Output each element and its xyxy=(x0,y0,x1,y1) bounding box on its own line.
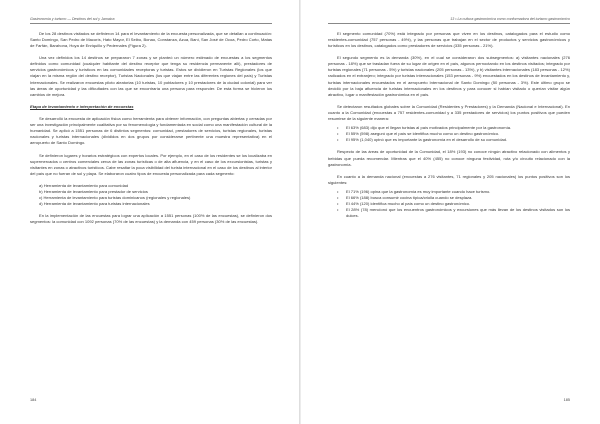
left-page-body xyxy=(30,31,272,226)
right-running-header: 13 • La cultura gastronómica como conformadora del turismo gastronómico xyxy=(450,17,570,21)
right-page-number: 185 xyxy=(563,398,570,402)
survey-tools-list xyxy=(30,183,272,207)
left-paragraph-5: En la implementación de las encuestas para lograr una aplicación a 1551 personas (100% de las encuestas), se definieron dos segmentos: la comunidad con 1092 personas (70% de las encuestas) y la demanda con 459 personas (30% de las encuestas). xyxy=(30,213,272,225)
right-header-rule xyxy=(328,23,570,24)
list-item: • El 63% (683) dijo que el llegan turistas al país motivados principalmente por la gastronomía. xyxy=(337,125,570,131)
list-item: • El 28% (78) mencionó que los encuentros gastronómicos y excursiones que más llevan de los destinos visitados son los dulces. xyxy=(337,207,570,219)
right-paragraph-4: Respecto de las áreas de oportunidad de la Comunidad, el 18% (193) no conoce ningún atractivo relacionado con alimentos y bebidas que pueda recomendar. Mientras que el 40% (455) no conoce ninguna festividad, ruta y/o circuito relacionado con la gastronomía. xyxy=(328,149,570,167)
right-page xyxy=(300,0,600,424)
right-paragraph-2: El segundo segmento es la demanda (30%), en el cual se consideraron dos subsegmentos: a) visitantes nacionales (276 personas - 18%) que se trasladan fuera de su lugar de origen en el país, algunos pernoctando en los destinos visitados; integrado por turistas regionales (71 personas - 5%) y turistas nacionales (205 personas - 13%), y b) visitantes internacionales (183 personas - 12%) radicados en el extranjero; integrado por turistas internacionales (153 personas - 9%) encuestados en los destinos de levantamiento y, turistas internacionales encuestados en el aeropuerto Internacional de Santo Domingo (50 personas - 3%). Este último grupo se decidió por la baja afluencia de turistas internacionales en los destinos y para conocer si habían visitado o querían visitar algún atractivo, lugar o manifestación gastronómica en el país. xyxy=(328,55,570,97)
right-page-body xyxy=(328,31,570,219)
left-running-header: Gastronomía y turismo — Destinos del sol y Jamaica xyxy=(30,17,115,21)
left-paragraph-4: Se definieron lugares y horarios estratégicos con expertos locales. Por ejemplo, en el caso de los residentes se los localizaba en supermercados o centros comerciales cerca de las zonas turísticas o de alta afluencia, y en el caso de los excursionistas, turistas y visitantes en zonas o atractivos turísticos. Cabe resaltar la poca visibilidad del turista internacional en el caso de los destinos al interior del país que no fueran de sol y playa. Se elaboraron cuatro tipos de encuesta personalizada para cada segmento: xyxy=(30,152,272,176)
right-paragraph-3: Se detectaron resultados globales sobre la Comunidad (Residentes y Prestadores) y la Demanda (Nacional e Internacional). En cuanto a la Comunidad (encuestas a 757 residentes-comunidad y a 335 prestadores de servicios) los puntos positivos que pueden resumirse de la siguiente manera: xyxy=(328,103,570,121)
right-paragraph-5: En cuanto a la demanda nacional (encuestas a 276 visitantes, 71 regionales y 205 nacionales) los puntos positivos son los siguientes: xyxy=(328,173,570,185)
list-item: • El 66% (188) busca consumir cocina típica/criolla cuando se desplaza. xyxy=(337,195,570,201)
left-header-rule xyxy=(30,23,272,24)
list-item: b) Herramienta de levantamiento para prestador de servicios xyxy=(39,188,148,194)
left-page-number: 184 xyxy=(30,398,37,402)
list-item: a) Herramienta de levantamiento para comunidad xyxy=(39,182,129,188)
left-paragraph-2: Una vez definidos los 14 destinos se prepararon 7 zonas y se planteó un número estimado de encuestas a los segmentos definidos como comunidad (cualquier habitante del destino receptor que tenga su residencia permanente allí), prestadores de servicios gastronómicos y turísticos en las comunidades receptoras y turistas. Estos se dividieron en Turistas Regionales (los que viajan en la misma región del destino receptor), Turistas Nacionales (los que viajan entre las diferentes regiones del país) y Turistas Internacionales. Se realizaron encuestas piloto aleatorias (10 turistas, 10 pobladores y 10 prestadores de la ciudad colonial) para ver las áreas de oportunidad y las dificultades con las que se encontraría una persona para responder. De esta forma se hicieron los cambios de mejora. xyxy=(30,55,272,97)
right-paragraph-1: El segmento comunidad (70%) está integrado por personas que viven en los destinos, catalogados para el estudio como residentes-comunidad (757 personas - 49%), y las personas que trabajan en el sector de productos y servicios gastronómicos y turísticos en los destinos, catalogados como prestadores de servicios (335 personas - 21%). xyxy=(328,31,570,49)
list-item: • El 55% (598) aseguró que el país se identifica mucho como un destino gastronómico. xyxy=(337,131,570,137)
demand-positive-list xyxy=(328,189,570,219)
section-heading: Etapa de levantamiento e interpretación de encuestas xyxy=(30,103,134,109)
community-positive-list xyxy=(328,125,570,143)
list-item: • El 44% (120) identifica mucho al país como un destino gastronómico. xyxy=(337,201,570,207)
list-item: • El 71% (196) opina que la gastronomía es muy importante cuando hace turismo. xyxy=(337,189,570,195)
list-item: c) Herramienta de levantamiento para turistas dominicanos (regionales y regionales) xyxy=(39,195,191,201)
left-paragraph-1: De los 28 destinos visitados se definieron 14 para el levantamiento de la encuesta personalizada, que se detallan a continuación: Santo Domingo, San Pedro de Macorís, Hato Mayor, El Seibo, Bonao, Constanza, Azua, Baní, San José de Ocoa, Pedro Corto, Matas de Farfán, Barahona, Hoya de Enriquillo y Pedernales (Figura 2). xyxy=(30,31,272,49)
left-paragraph-3: Se desarrolló la encuesta de aplicación física como herramienta para obtener información, con preguntas abiertas y cerradas por ser una investigación principalmente cualitativa por su fenomenología y fundamentada en social como una manifestación cultural de la humanidad. Se aplicó a 1551 personas de 6 distintos segmentos: comunidad, prestadores de servicios, turistas regionales, turistas nacionales y turistas internacionales (divididos en dos grupos por considerarse pertinente una muestra representativa) en el aeropuerto de Santo Domingo. xyxy=(30,116,272,146)
list-item: • El 95% (1,040) opinó que es importante la gastronomía en el desarrollo de su comunidad. xyxy=(337,137,570,143)
list-item: d) Herramienta de levantamiento para turistas internacionales xyxy=(39,201,150,207)
